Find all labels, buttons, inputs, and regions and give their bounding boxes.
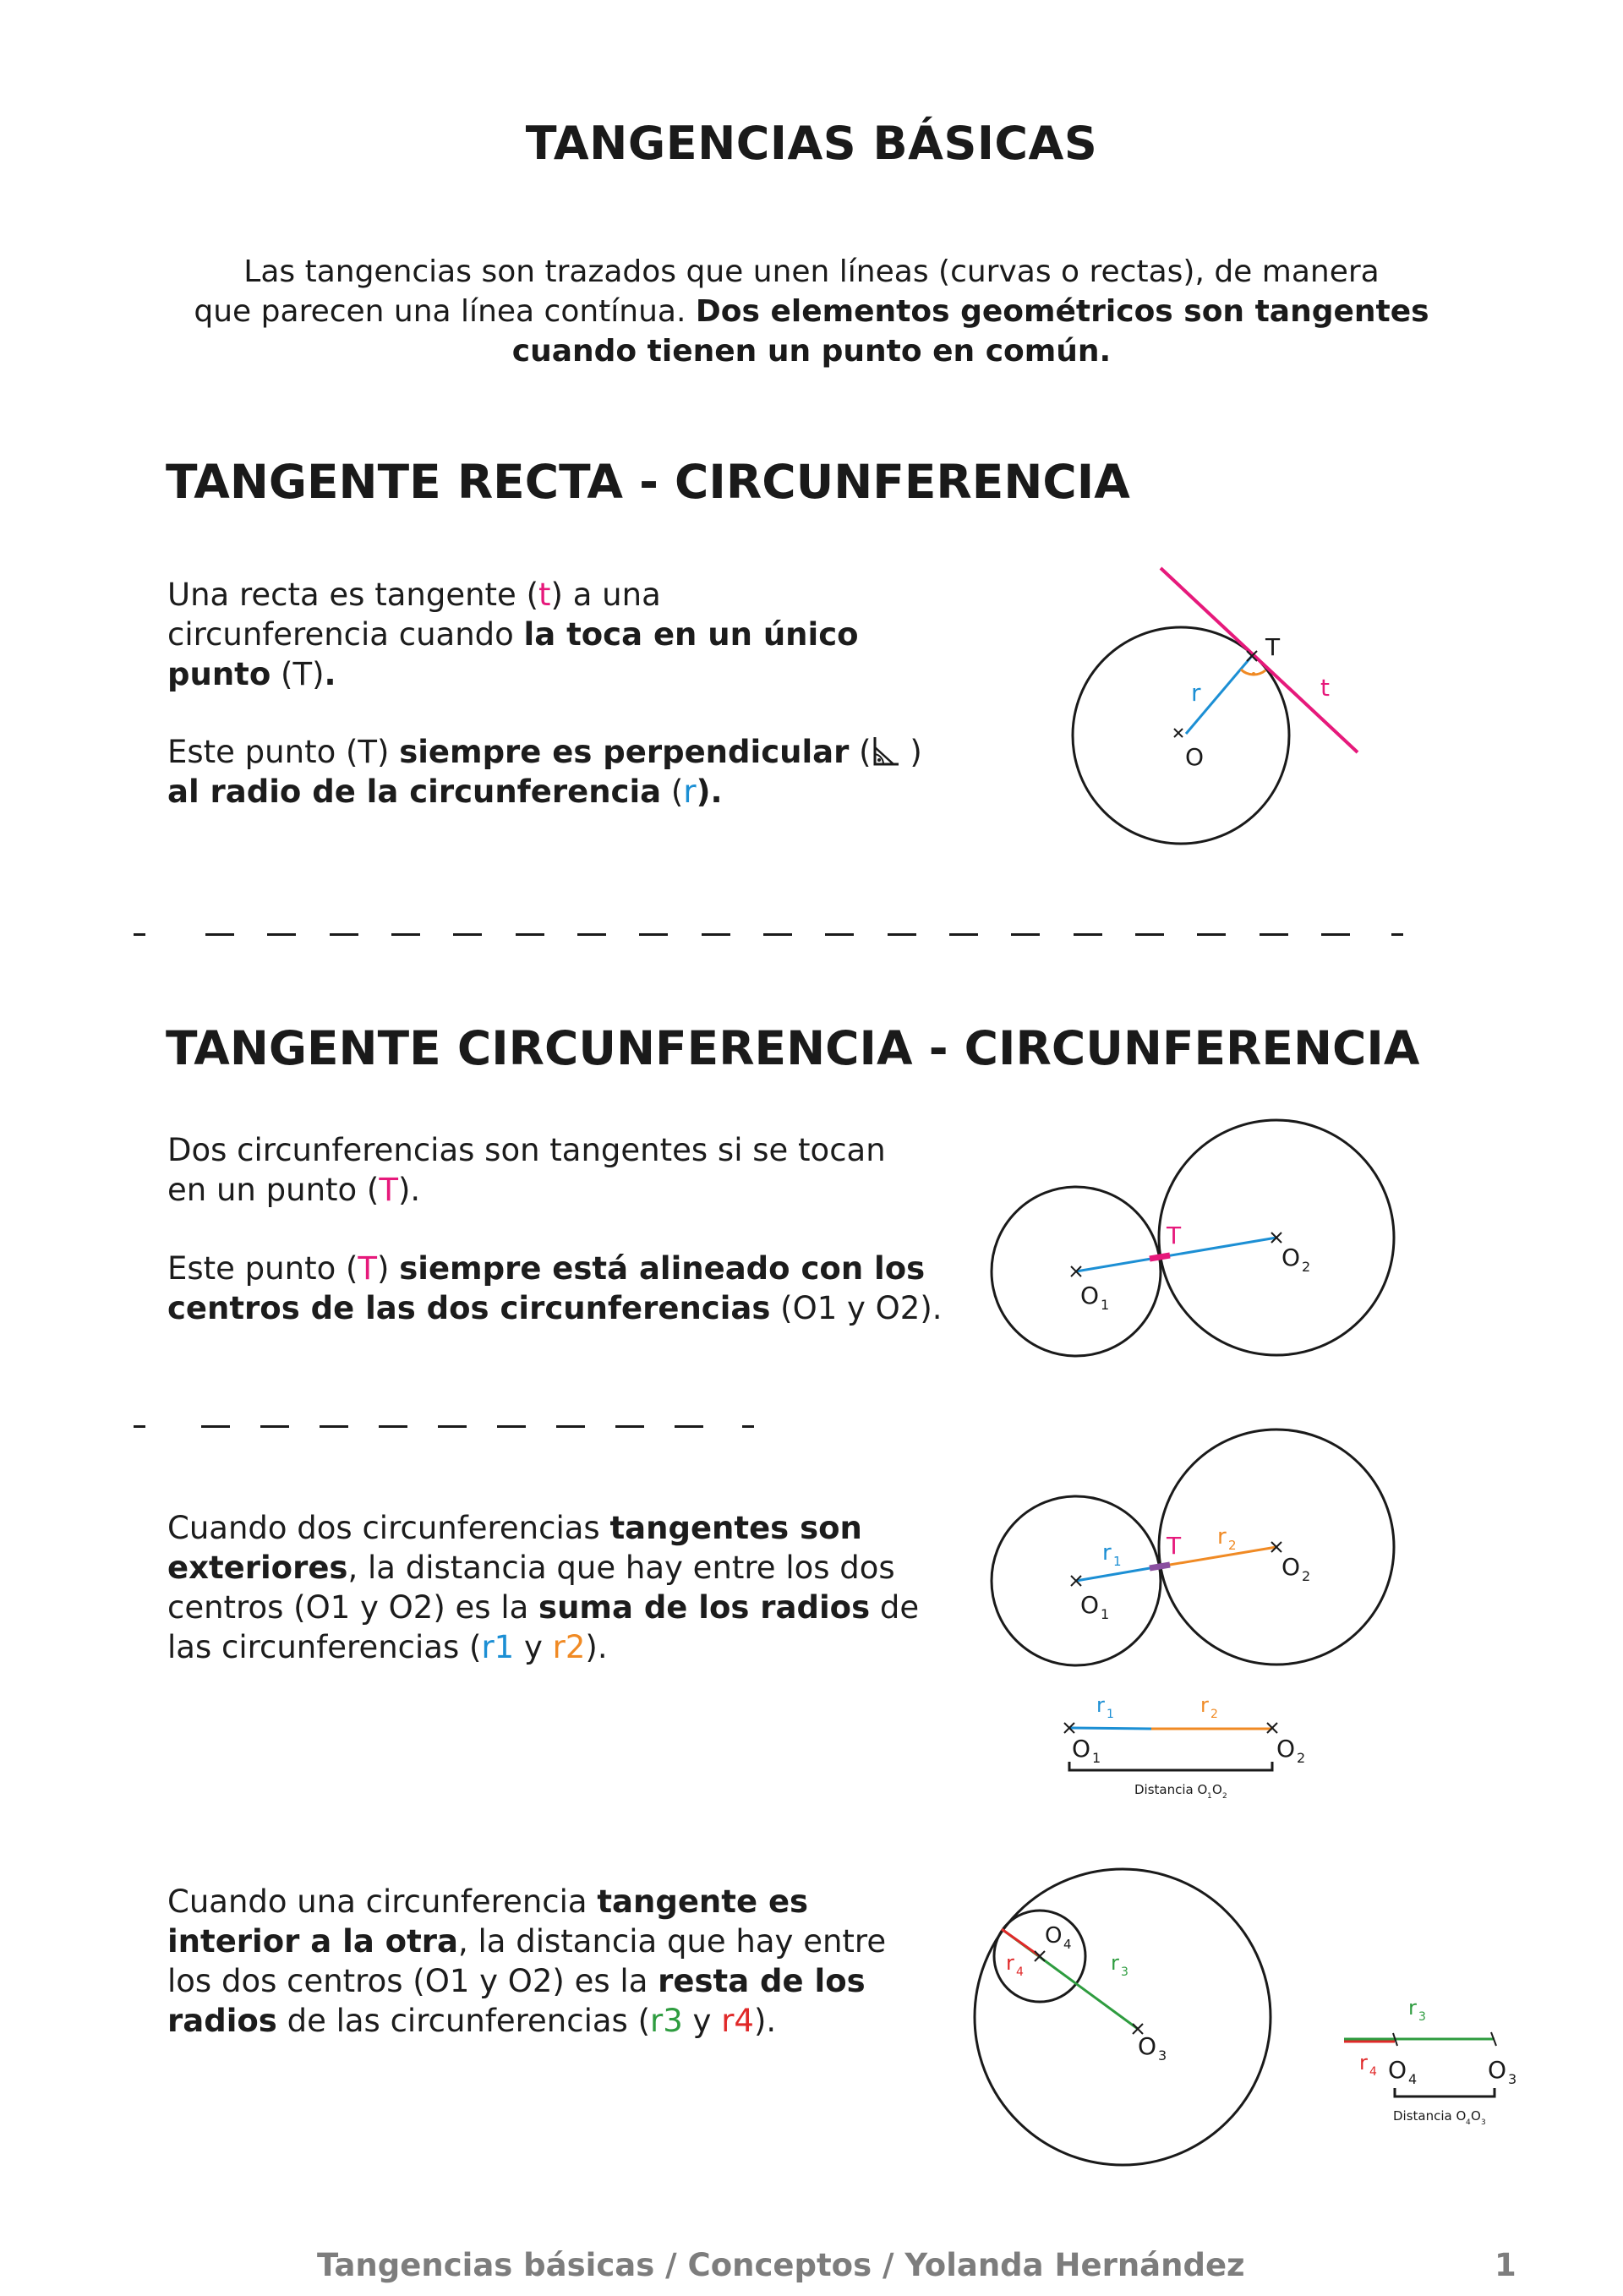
text: de las circunferencias ( bbox=[276, 2003, 651, 2039]
text: ). bbox=[753, 2003, 777, 2039]
distance-caption-sub3: 3 bbox=[1481, 2118, 1486, 2127]
label-r3-sub: 3 bbox=[1121, 1965, 1128, 1979]
distance-label-O2-sub: 2 bbox=[1297, 1750, 1306, 1766]
t-label: t bbox=[538, 577, 551, 613]
label-O: O bbox=[1185, 743, 1205, 771]
text: ) bbox=[899, 734, 922, 770]
label-O3-sub: 3 bbox=[1158, 2047, 1167, 2064]
distance-label-r4-sub: 4 bbox=[1369, 2065, 1377, 2079]
text: de bbox=[870, 1589, 920, 1626]
label-O1-sub: 1 bbox=[1101, 1606, 1110, 1622]
footer-text: Tangencias básicas / Conceptos / Yolanda Hernández bbox=[317, 2247, 1245, 2283]
bold-text: punto bbox=[167, 656, 271, 692]
bold-text: exteriores bbox=[167, 1550, 348, 1586]
text: circunferencia cuando bbox=[167, 616, 524, 653]
distance-caption-sub4: 4 bbox=[1466, 2118, 1471, 2127]
text: y bbox=[682, 2003, 722, 2039]
label-r1-sub: 1 bbox=[1113, 1554, 1122, 1569]
label-r3: r bbox=[1111, 1951, 1119, 1975]
intro-line-2-bold: Dos elementos geométricos son tangentes bbox=[695, 294, 1429, 329]
text: y bbox=[514, 1629, 553, 1665]
section-heading-recta-circunferencia: TANGENTE RECTA - CIRCUNFERENCIA bbox=[166, 455, 1130, 509]
distance-caption: Distancia O bbox=[1134, 1782, 1208, 1797]
label-O4-sub: 4 bbox=[1063, 1937, 1072, 1952]
distance-caption-o3: O bbox=[1471, 2108, 1481, 2124]
bold-text: resta de los bbox=[658, 1963, 866, 1999]
bold-text: tangente es bbox=[597, 1883, 809, 1920]
text: ) a una bbox=[550, 577, 661, 613]
label-O2: O bbox=[1281, 1244, 1301, 1271]
label-r4-sub: 4 bbox=[1016, 1965, 1024, 1979]
text: centros (O1 y O2) es la bbox=[167, 1589, 539, 1626]
label-T: T bbox=[1167, 1222, 1182, 1249]
label-O4: O bbox=[1045, 1923, 1063, 1949]
bold-text: . bbox=[324, 656, 336, 692]
distance-label-O1-sub: 1 bbox=[1092, 1750, 1101, 1766]
distance-caption-sub1: 1 bbox=[1207, 1792, 1212, 1801]
text: , la distancia que hay entre bbox=[457, 1923, 887, 1960]
text: Cuando dos circunferencias bbox=[167, 1510, 610, 1546]
bold-text: siempre es perpendicular bbox=[399, 734, 850, 770]
text: ( bbox=[661, 774, 684, 810]
r-label: r bbox=[683, 774, 697, 810]
intro-line-3-bold: cuando tienen un punto en común. bbox=[511, 334, 1112, 369]
label-r2-sub: 2 bbox=[1228, 1538, 1237, 1553]
text: Cuando una circunferencia bbox=[167, 1883, 598, 1920]
distance-label-O1: O bbox=[1072, 1735, 1091, 1763]
text: ). bbox=[397, 1172, 421, 1208]
distance-caption-o2: O bbox=[1212, 1782, 1222, 1797]
label-O3: O bbox=[1138, 2032, 1157, 2060]
distance-label-r2: r bbox=[1200, 1693, 1209, 1717]
distance-bracket bbox=[1395, 2088, 1495, 2096]
label-r2: r bbox=[1217, 1524, 1227, 1550]
text: en un punto ( bbox=[167, 1172, 380, 1208]
text: (O1 y O2). bbox=[770, 1290, 943, 1326]
distance-label-r2-sub: 2 bbox=[1210, 1708, 1218, 1721]
text: Este punto (T) bbox=[167, 734, 400, 770]
text: las circunferencias ( bbox=[167, 1629, 482, 1665]
label-O2: O bbox=[1281, 1553, 1301, 1581]
label-O1: O bbox=[1080, 1282, 1100, 1309]
center-o4-marker bbox=[1035, 1951, 1045, 1961]
intro-line-2: que parecen una línea contínua. bbox=[194, 294, 696, 329]
label-r1: r bbox=[1102, 1540, 1112, 1566]
T-label: T bbox=[358, 1250, 378, 1287]
label-O2-sub: 2 bbox=[1302, 1259, 1311, 1275]
text: ). bbox=[585, 1629, 608, 1665]
label-r4: r bbox=[1006, 1951, 1014, 1975]
text: , la distancia que hay entre los dos bbox=[347, 1550, 895, 1586]
text: Dos circunferencias son tangentes si se tocan bbox=[167, 1132, 886, 1168]
section-heading-circunferencia-circunferencia: TANGENTE CIRCUNFERENCIA - CIRCUNFERENCIA bbox=[166, 1021, 1420, 1075]
distance-label-r1-sub: 1 bbox=[1107, 1708, 1114, 1721]
distance-label-O3: O bbox=[1488, 2056, 1507, 2084]
label-T: T bbox=[1265, 633, 1281, 661]
text: ) bbox=[377, 1250, 400, 1287]
label-r: r bbox=[1191, 679, 1201, 707]
bold-text: centros de las dos circunferencias bbox=[167, 1290, 771, 1326]
text: ( bbox=[849, 734, 872, 770]
label-O1-sub: 1 bbox=[1101, 1297, 1110, 1313]
bold-text: interior a la otra bbox=[167, 1923, 458, 1960]
r2-label: r2 bbox=[552, 1629, 586, 1665]
distance-label-O3-sub: 3 bbox=[1508, 2071, 1517, 2087]
r4-label: r4 bbox=[721, 2003, 754, 2039]
bold-text: tangentes son bbox=[609, 1510, 862, 1546]
r1-label: r1 bbox=[481, 1629, 515, 1665]
distance-label-O2: O bbox=[1276, 1735, 1296, 1763]
T-label: T bbox=[379, 1172, 398, 1208]
text: Una recta es tangente ( bbox=[167, 577, 539, 613]
intro-line-1: Las tangencias son trazados que unen líneas (curvas o rectas), de manera bbox=[243, 254, 1380, 289]
bold-text: radios bbox=[167, 2003, 277, 2039]
bold-text: la toca en un único bbox=[523, 616, 859, 653]
r3-label: r3 bbox=[650, 2003, 683, 2039]
bold-text: ). bbox=[696, 774, 723, 810]
distance-label-r1: r bbox=[1096, 1693, 1105, 1717]
distance-label-r3: r bbox=[1408, 1996, 1417, 2020]
distance-caption: Distancia O bbox=[1393, 2108, 1467, 2124]
text: (T) bbox=[270, 656, 325, 692]
bold-text: suma de los radios bbox=[538, 1589, 871, 1626]
distance-label-r3-sub: 3 bbox=[1418, 2010, 1426, 2024]
text: los dos centros (O1 y O2) es la bbox=[167, 1963, 658, 1999]
page-title: TANGENCIAS BÁSICAS bbox=[525, 117, 1098, 170]
label-t: t bbox=[1320, 674, 1330, 702]
label-O2-sub: 2 bbox=[1302, 1568, 1311, 1584]
distance-caption-sub2: 2 bbox=[1222, 1792, 1227, 1801]
label-T: T bbox=[1167, 1532, 1182, 1560]
label-O1: O bbox=[1080, 1591, 1100, 1619]
text: Este punto ( bbox=[167, 1250, 358, 1287]
bold-text: siempre está alineado con los bbox=[399, 1250, 926, 1287]
distance-label-O4-sub: 4 bbox=[1408, 2071, 1418, 2087]
distance-label-r4: r bbox=[1359, 2051, 1368, 2075]
page-number: 1 bbox=[1495, 2247, 1516, 2283]
bold-text: al radio de la circunferencia bbox=[167, 774, 662, 810]
distance-label-O4: O bbox=[1388, 2056, 1407, 2084]
